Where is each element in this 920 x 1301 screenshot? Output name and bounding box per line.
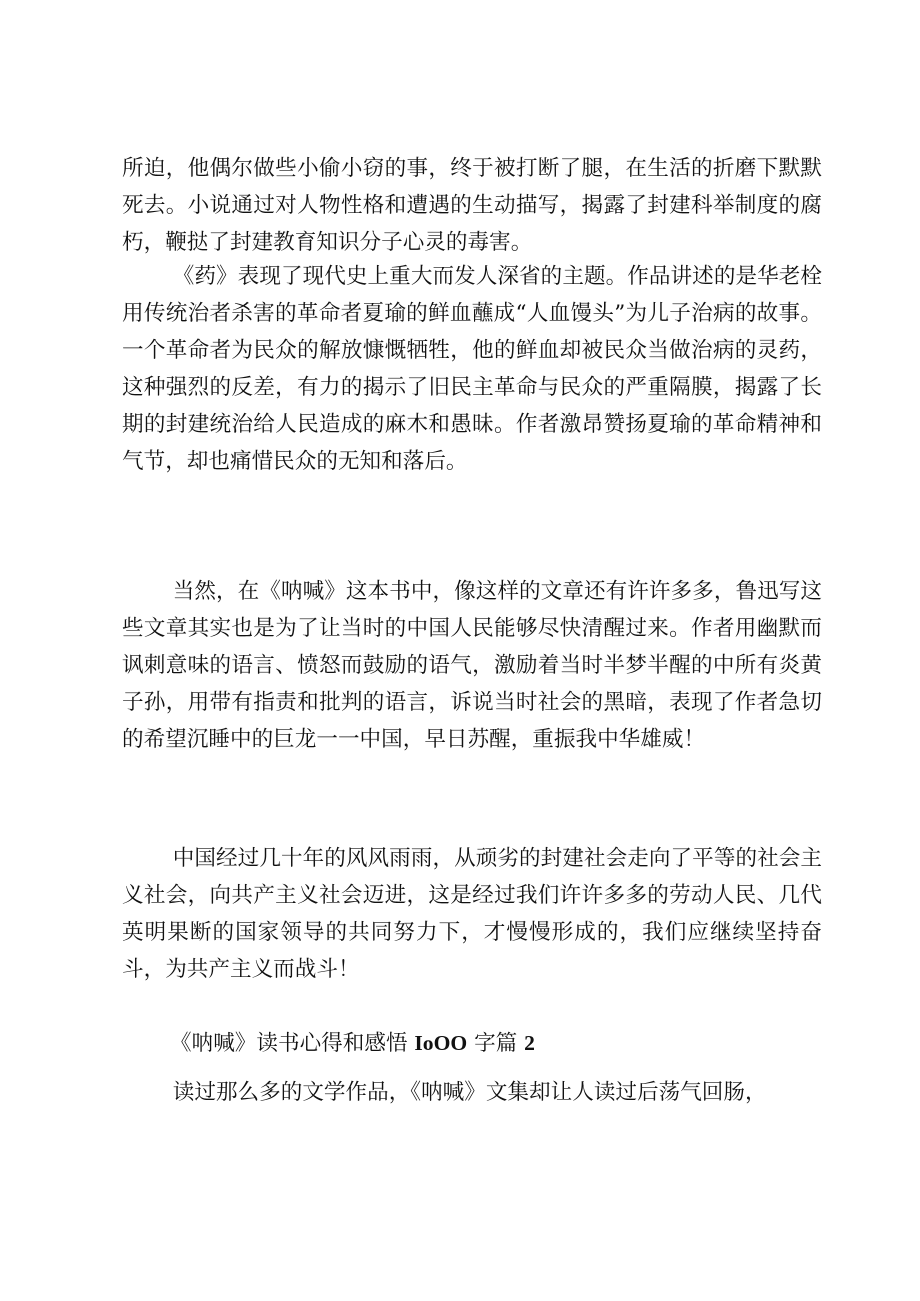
heading-suffix: 字篇 (467, 1031, 525, 1056)
paragraph-4: 中国经过几十年的风风雨雨，从顽劣的封建社会走向了平等的社会主义社会，向共产主义社会迈进，这是经过我们许许多多的劳动人民、几代英明果断的国家领导的共同努力下，才慢慢形成的，我们应继续坚持奋斗，为共产主义而战斗！ (122, 846, 822, 982)
paragraph-3: 当然，在《呐喊》这本书中，像这样的文章还有许许多多，鲁迅写这些文章其实也是为了让当时的中国人民能够尽快清醒过来。作者用幽默而讽刺意味的语言、愤怒而鼓励的语气，激励着当时半梦半醒的中所有炎黄子孙，用带有指责和批判的语言，诉说当时社会的黑暗，表现了作者急切的希望沉睡中的巨龙一一中国，早日苏醒，重振我中华雄威！ (122, 579, 822, 752)
paragraph-2: 《药》表现了现代史上重大而发人深省的主题。作品讲述的是华老栓用传统治者杀害的革命者夏瑜的鲜血蘸成“人血馒头”为儿子治病的故事。一个革命者为民众的解放慷慨牺牲，他的鲜血却被民众当做治病的灵药，这种强烈的反差，有力的揭示了旧民主革命与民众的严重隔膜，揭露了长期的封建统治给人民造成的麻木和愚昧。作者激昂赞扬夏瑜的革命精神和气节，却也痛惜民众的无知和落后。 (122, 264, 822, 474)
heading-latin: IoOO (414, 1031, 468, 1055)
paragraph-5: 读过那么多的文学作品，《呐喊》文集却让人读过后荡气回肠， (172, 1080, 767, 1105)
heading-number: 2 (524, 1031, 535, 1055)
section-heading (170, 1025, 535, 1062)
heading-prefix: 《呐喊》读书心得和感悟 (170, 1031, 415, 1056)
paragraph-1: 所迫，他偶尔做些小偷小窃的事，终于被打断了腿，在生活的折磨下默默死去。小说通过对人物性格和遭遇的生动描写，揭露了封建科举制度的腐朽，鞭挞了封建教育知识分子心灵的毒害。 (122, 156, 822, 255)
